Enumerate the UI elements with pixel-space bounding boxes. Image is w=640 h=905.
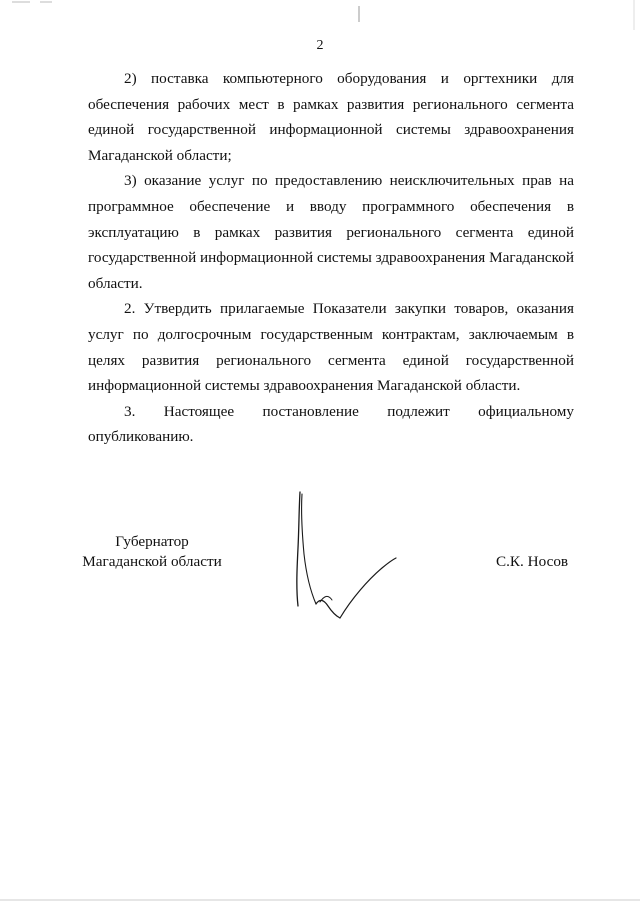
page-number: 2: [316, 38, 324, 53]
signer-position-line2: Магаданской области: [82, 553, 222, 570]
signer-position: [72, 532, 232, 572]
handwritten-signature: [282, 488, 412, 628]
paragraph-publication: 3. Настоящее постановление подлежит официальному опубликованию.: [88, 402, 574, 446]
document-body: [88, 66, 574, 450]
paragraph-approve-indicators: 2. Утвердить прилагаемые Показатели закупки товаров, оказания услуг по долгосрочным государственным контрактам, заключаемым в целях развития регионального сегмента единой государственной информационной системы здравоохранения Магаданской области.: [88, 300, 574, 395]
signer-position-line1: Губернатор: [115, 533, 189, 550]
paragraph-item-3: 3) оказание услуг по предоставлению неисключительных прав на программное обеспечение и вводу программного обеспечения в эксплуатацию в рамках развития регионального сегмента единой государственной информационной системы здравоохранения Магаданской области.: [88, 172, 574, 292]
signer-name: С.К. Носов: [496, 553, 569, 570]
paragraph-item-2: 2) поставка компьютерного оборудования и оргтехники для обеспечения рабочих мест в рамках развития регионального сегмента единой государственной информационной системы здравоохранения Магаданской области;: [88, 70, 574, 164]
